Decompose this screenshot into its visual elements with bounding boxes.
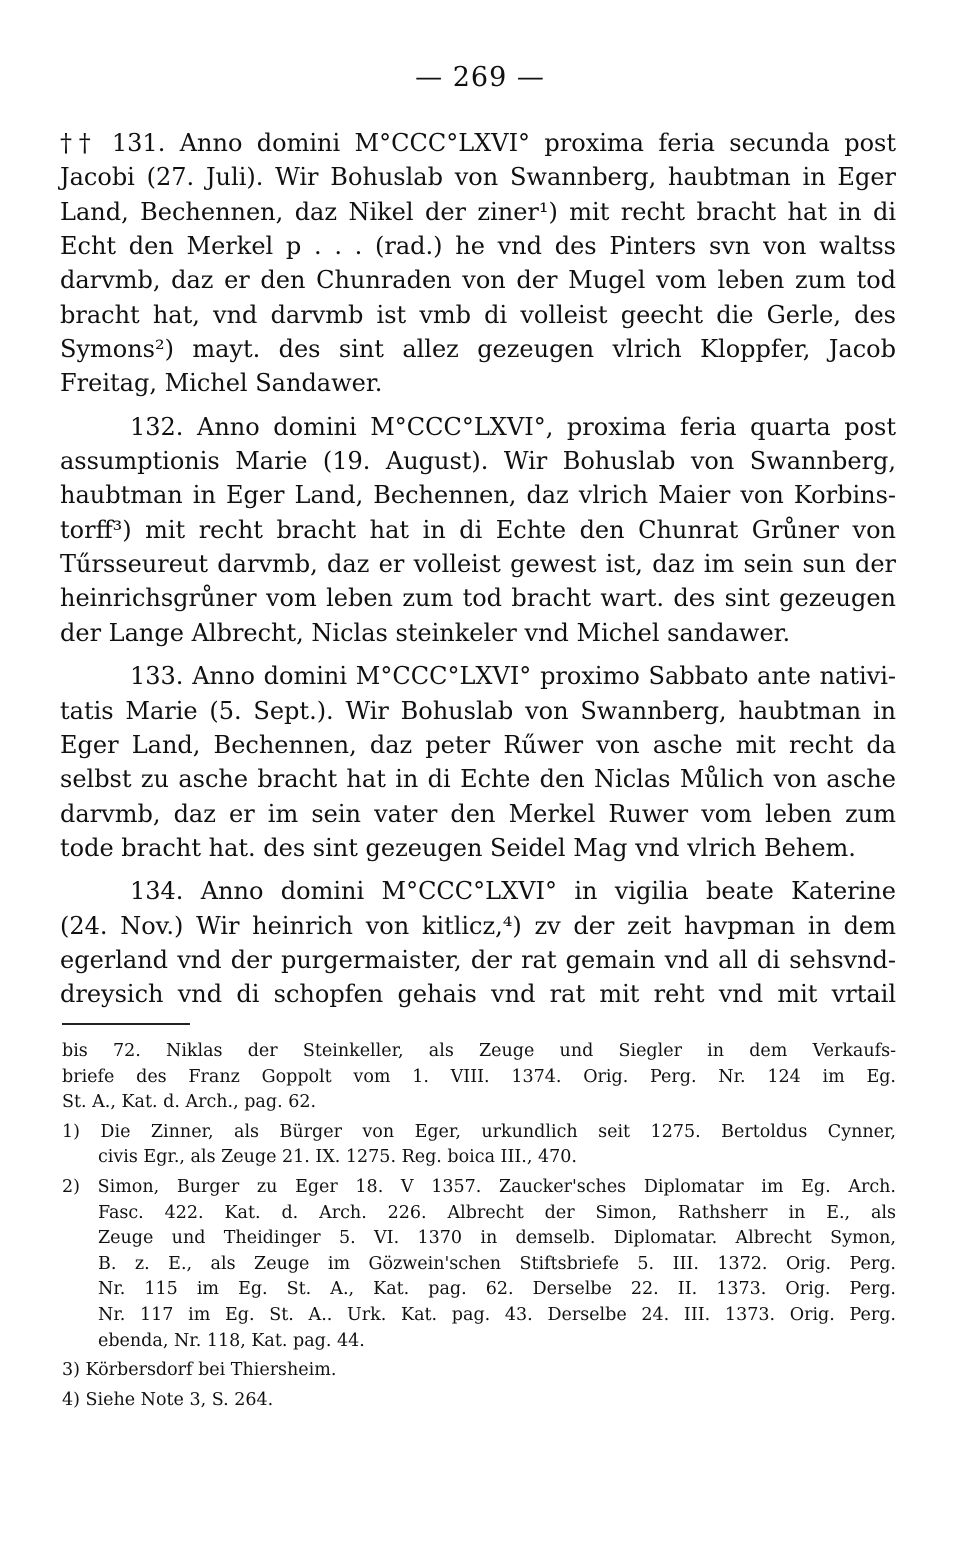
entry-132 <box>60 410 896 650</box>
text-line: selbst zu asche bracht hat in di Echte den Niclas Můlich von asche <box>60 765 896 794</box>
page-number: — 269 — <box>415 62 545 93</box>
text-line: (24. Nov.) Wir heinrich von kitlicz,⁴) zv der zeit havpman in dem <box>60 911 896 940</box>
text-line: Symons²) mayt. des sint allez gezeugen vlrich Kloppfer, Jacob <box>60 335 896 364</box>
footnote-line: Fasc. 422. Kat. d. Arch. 226. Albrecht der Simon, Rathsherr in E., als <box>98 1202 896 1223</box>
text-line: darvmb, daz er den Chunraden von der Mugel vom leben zum tod <box>60 266 896 295</box>
text-line: Jacobi (27. Juli). Wir Bohuslab von Swannberg, haubtman in Eger <box>60 163 896 192</box>
text-line: dreysich vnd di schopfen gehais vnd rat mit reht vnd mit vrtail <box>60 980 896 1009</box>
entry-131 <box>60 126 896 401</box>
footnote-line: Nr. 115 im Eg. St. A., Kat. pag. 62. Derselbe 22. II. 1373. Orig. Perg. <box>98 1279 896 1300</box>
text-line: assumptionis Marie (19. August). Wir Bohuslab von Swannberg, <box>60 447 896 476</box>
text-line: heinrichsgrůner vom leben zum tod bracht wart. des sint gezeugen <box>60 584 896 613</box>
text-line: torff³) mit recht bracht hat in di Echte den Chunrat Grůner von <box>60 515 896 544</box>
footnote-2 <box>62 1175 896 1354</box>
text-line: Land, Bechennen, daz Nikel der ziner¹) mit recht bracht hat in di <box>60 197 896 226</box>
footnote-line: 1) Die Zinner, als Bürger von Eger, urkundlich seit 1275. Bertoldus Cynner, <box>62 1121 896 1142</box>
text-line: Echt den Merkel p . . . (rad.) he vnd des Pinters svn von waltss <box>60 232 896 261</box>
text-line: tode bracht hat. des sint gezeugen Seidel Mag vnd vlrich Behem. <box>60 833 856 862</box>
text-line: 132. Anno domini M°CCC°LXVI°, proxima feria quarta post <box>130 412 896 441</box>
footnote-line: B. z. E., als Zeuge im Gözwein'schen Stiftsbriefe 5. III. 1372. Orig. Perg. <box>98 1253 896 1274</box>
text-line: Tűrsseureut darvmb, daz er volleist gewest ist, daz im sein sun der <box>60 550 896 579</box>
entry-134 <box>60 874 896 1011</box>
main-text <box>60 126 896 1012</box>
footnote-line: Zeuge und Theidinger 5. VI. 1370 in demselb. Diplomatar. Albrecht Symon, <box>98 1228 896 1249</box>
text-line: bracht hat, vnd darvmb ist vmb di volleist geecht die Gerle, des <box>60 300 896 329</box>
footnote-line: civis Egr., als Zeuge 21. IX. 1275. Reg. boica III., 470. <box>98 1147 577 1168</box>
footnote-continuation <box>62 1039 896 1116</box>
text-line: Freitag, Michel Sandawer. <box>60 369 383 398</box>
footnote-separator <box>62 1023 190 1025</box>
footnote-3 <box>62 1358 896 1384</box>
footnote-1 <box>62 1120 896 1171</box>
text-line: tatis Marie (5. Sept.). Wir Bohuslab von Swannberg, haubtman in <box>60 696 896 725</box>
footnote-line: bis 72. Niklas der Steinkeller, als Zeuge und Siegler in dem Verkaufs- <box>62 1041 896 1061</box>
footnote-4 <box>62 1388 896 1414</box>
text-line: der Lange Albrecht, Niclas steinkeler vnd Michel sandawer. <box>60 618 791 647</box>
text-line: †† 131. Anno domini M°CCC°LXVI° proxima feria secunda post <box>60 129 896 157</box>
footnote-line: briefe des Franz Goppolt vom 1. VIII. 1374. Orig. Perg. Nr. 124 im Eg. <box>62 1066 896 1087</box>
footnote-line: Nr. 117 im Eg. St. A.. Urk. Kat. pag. 43. Derselbe 24. III. 1373. Orig. Perg. <box>98 1304 896 1325</box>
text-line: egerland vnd der purgermaister, der rat gemain vnd all di sehsvnd- <box>60 945 896 974</box>
text-line: 134. Anno domini M°CCC°LXVI° in vigilia beate Katerine <box>130 877 896 906</box>
text-line: darvmb, daz er im sein vater den Merkel Ruwer vom leben zum <box>60 799 896 828</box>
footnote-line: ebenda, Nr. 118, Kat. pag. 44. <box>98 1330 365 1351</box>
text-line: Eger Land, Bechennen, daz peter Rűwer von asche mit recht da <box>60 730 896 759</box>
text-line: 133. Anno domini M°CCC°LXVI° proximo Sabbato ante nativi- <box>130 662 896 691</box>
footnote-line: 2) Simon, Burger zu Eger 18. V 1357. Zaucker'sches Diplomatar im Eg. Arch. <box>62 1176 896 1197</box>
entry-133 <box>60 659 896 865</box>
footnote-line: 3) Körbersdorf bei Thiersheim. <box>62 1360 337 1381</box>
footnote-line: 4) Siehe Note 3, S. 264. <box>62 1389 274 1410</box>
footnotes <box>62 1039 896 1413</box>
footnote-line: St. A., Kat. d. Arch., pag. 62. <box>62 1092 317 1113</box>
text-line: haubtman in Eger Land, Bechennen, daz vlrich Maier von Korbins- <box>60 481 896 510</box>
